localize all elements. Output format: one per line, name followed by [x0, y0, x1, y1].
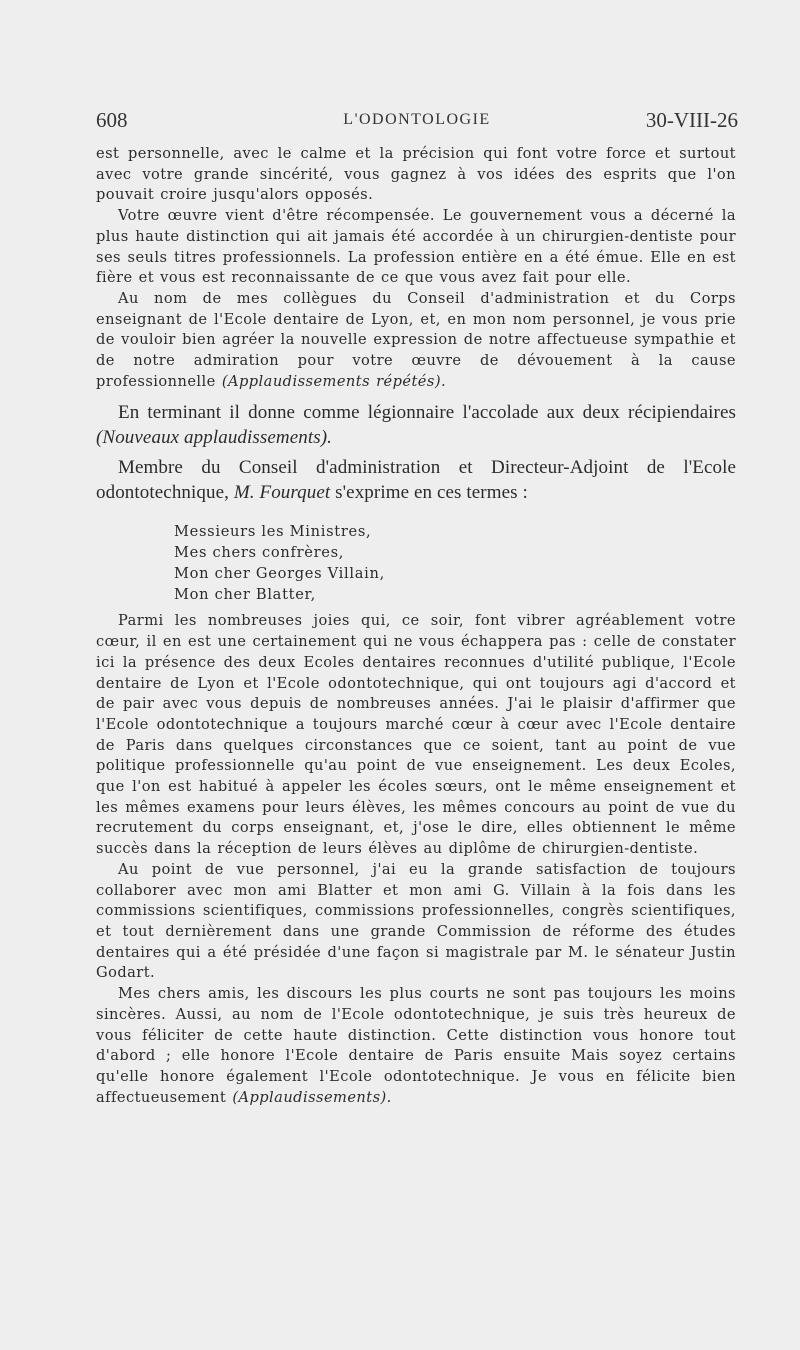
applause-note: (Applaudissements répétés).	[221, 372, 447, 390]
salutation-line: Mes chers confrères,	[174, 544, 345, 562]
narration-text: s'exprime en ces termes :	[335, 482, 528, 504]
speaker-name: M. Fourquet	[233, 482, 331, 504]
salutation-line: Mon cher Blatter,	[174, 586, 316, 604]
paragraph-two-schools: Parmi les nombreuses joies qui, ce soir, font vibrer agréablement votre cœur, il en est une certainement qui ne vous échappera pas : celle de constater ici la présence des deux Ecoles dentaires reconnues d'utilité publique, l'Ecole dentaire de Lyon et l'Ecole odontotechnique, qui ont toujours agi d'accord et de pair avec vous depuis de nombreuses années. J'ai le plaisir d'affirmer que l'Ecole odontotechnique a toujours marché cœur à cœur avec l'Ecole dentaire de Paris dans quelques circonstances que ce soient, tant au point de vue politique professionnelle qu'au point de vue enseignement. Les deux Ecoles, que l'on est habitué à appeler les écoles sœurs, ont le même enseignement et les mêmes examens pour leurs élèves, les mêmes concours au point de vue du recrutement du corps enseignant, et, j'ose le dire, elles obtiennent le même succès dans la réception de leurs élèves au diplôme de chirurgien-dentiste.	[96, 612, 736, 858]
narration-accolade	[96, 400, 736, 450]
applause-note: (Applaudissements).	[232, 1088, 392, 1106]
salutation-line: Mon cher Georges Villain,	[174, 565, 385, 583]
paragraph-recompense: Votre œuvre vient d'être récompensée. Le gouvernement vous a décerné la plus haute distinction qui ait jamais été accordée à un chirurgien-dentiste pour ses seuls titres professionnels. La profession entière en a été émue. Elle en est fière et vous est reconnaissante de ce que vous avez fait pour elle.	[96, 207, 736, 287]
paragraph-text: Mes chers amis, les discours les plus courts ne sont pas toujours les moins sincères. Aussi, au nom de l'Ecole odontotechnique, je suis très heureux de vous féliciter de cette haute distinction. Cette distinction vous honore tout d'abord ; elle honore l'Ecole dentaire de Paris ensuite Mais soyez certains qu'elle honore également l'Ecole odontotechnique. Je vous en félicite bien affectueusement	[96, 985, 736, 1106]
paragraph-lyon-tribute	[96, 289, 736, 393]
narration-text: Membre du Conseil d'administration et Directeur-Adjoint de l'Ecole odontotechnique,	[96, 457, 736, 504]
salutations	[174, 521, 736, 605]
narration-text: En terminant il donne comme légionnaire l'accolade aux deux récipiendaires	[118, 402, 736, 424]
page-body	[96, 144, 736, 1108]
journal-title: L'ODONTOLOGIE	[343, 111, 491, 128]
paragraph-congratulations	[96, 984, 736, 1108]
issue-date: 30-VIII-26	[645, 108, 738, 132]
page-number: 608	[96, 108, 128, 132]
paragraph-continuation: est personnelle, avec le calme et la précision qui font votre force et surtout avec votre grande sincérité, vous gagnez à vos idées des esprits que l'on pouvait croire jusqu'alors opposés.	[96, 145, 736, 204]
salutation-line: Messieurs les Ministres,	[174, 523, 372, 541]
narration-fourquet	[96, 455, 736, 505]
applause-note: (Nouveaux applaudissements).	[96, 427, 333, 449]
paragraph-text: Au nom de mes collègues du Conseil d'administration et du Corps enseignant de l'Ecole dentaire de Lyon, et, en mon nom personnel, je vous prie de vouloir bien agréer la nouvelle expression de notre affectueuse sympathie et de notre admiration pour votre œuvre de dévouement à la cause professionnelle	[96, 289, 736, 390]
paragraph-personal: Au point de vue personnel, j'ai eu la grande satisfaction de toujours collaborer avec mon ami Blatter et mon ami G. Villain à la fois dans les commissions scientifiques, commissions professionnelles, congrès scientifiques, et tout dernièrement dans une grande Commission de réforme des études dentaires qui a été présidée d'une façon si magistrale par M. le sénateur Justin Godart.	[96, 860, 736, 982]
running-header	[96, 108, 738, 134]
